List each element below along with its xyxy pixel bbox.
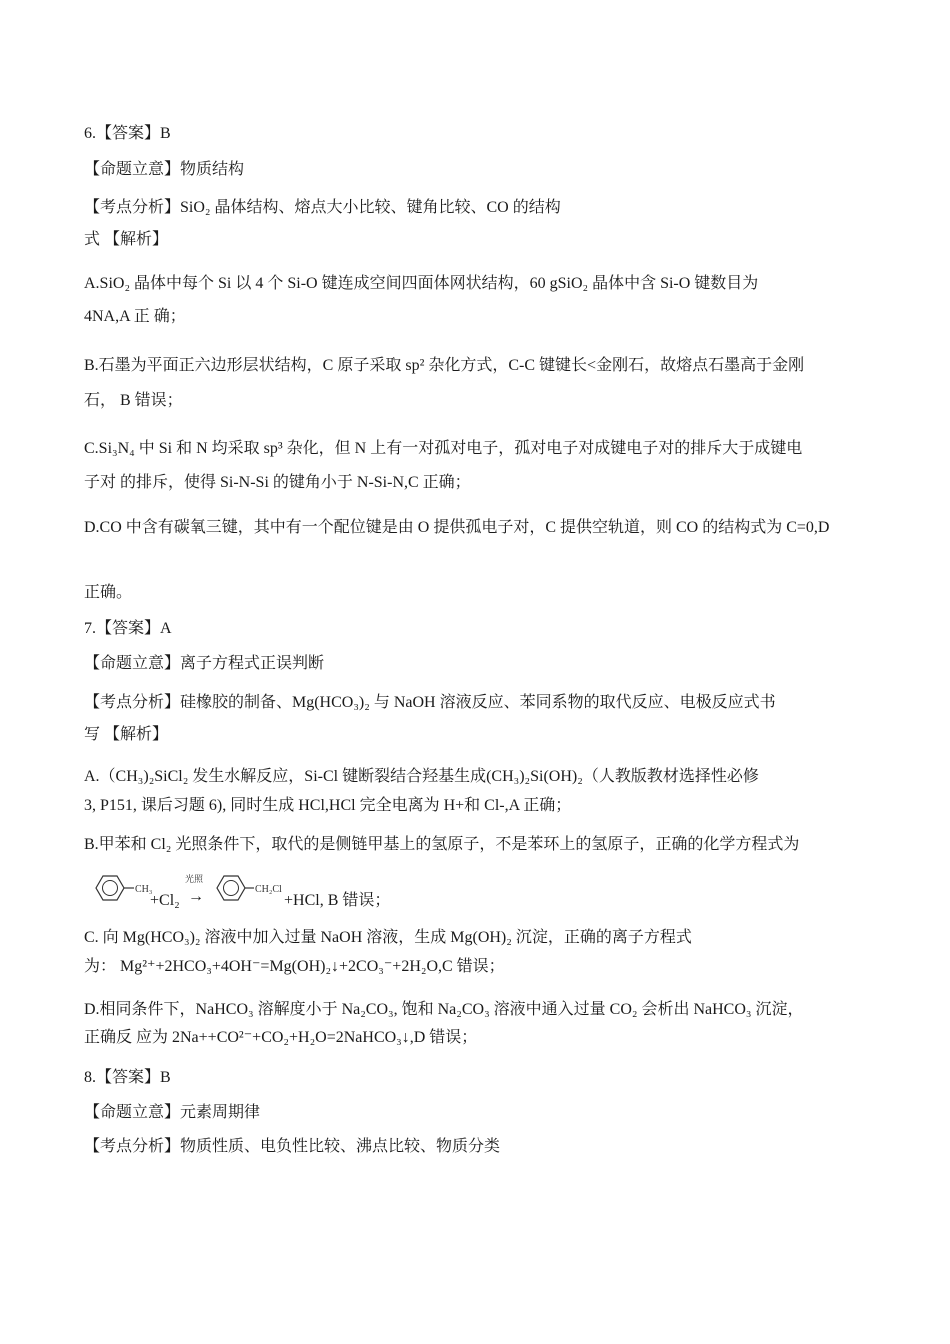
- q7-option-b-line1: B.甲苯和 Cl₂ 光照条件下，取代的是侧链甲基上的氢原子，不是苯环上的氢原子，正确的化学方程式为: [84, 836, 800, 853]
- q6-option-c-line2: 子对 的排斥，使得 Si-N-Si 的键角小于 N-Si-N,C 正确；: [84, 474, 471, 491]
- toluene-chlorination-equation: [84, 868, 424, 908]
- q6-analysis: 【考点分析】SiO₂ 晶体结构、熔点大小比较、键角比较、CO 的结构: [84, 199, 561, 216]
- reactant-group-label: CH₃: [135, 884, 153, 895]
- q6-option-b-line2: 石， B 错误；: [84, 392, 183, 409]
- reaction-tail: +HCl, B 错误；: [284, 892, 391, 908]
- benzyl-chloride-structure: [217, 876, 282, 900]
- q7-option-a-line2: 3, P151, 课后习题 6), 同时生成 HCl,HCl 完全电离为 H+和 Cl-,A 正确；: [84, 797, 572, 814]
- q6-option-d-line2: 正确。: [84, 584, 133, 601]
- q7-analysis: 【考点分析】硅橡胶的制备、Mg(HCO₃)₂ 与 NaOH 溶液反应、苯同系物的取代反应、电极反应式书: [84, 694, 776, 711]
- q7-answer: 7.【答案】A: [84, 620, 172, 637]
- q6-option-b-line1: B.石墨为平面正六边形层状结构，C 原子采取 sp² 杂化方式，C-C 键键长<金刚石，故熔点石墨高于金刚: [84, 357, 805, 374]
- product-group-label: CH₂Cl: [255, 884, 282, 895]
- q6-answer: 6.【答案】B: [84, 125, 171, 142]
- q7-option-c-line2: 为： Mg²⁺+2HCO₃+4OH⁻=Mg(OH)₂↓+2CO₃⁻+2H₂O,C 错误；: [84, 958, 505, 975]
- q6-option-d-line1: D.CO 中含有碳氧三键，其中有一个配位键是由 O 提供孤电子对，C 提供空轨道，则 CO 的结构式为 C=0,D: [84, 519, 830, 536]
- q6-option-a-line2: 4NA,A 正 确；: [84, 308, 186, 325]
- q8-answer: 8.【答案】B: [84, 1069, 171, 1086]
- reaction-arrow: →: [188, 888, 204, 905]
- q8-analysis: 【考点分析】物质性质、电负性比较、沸点比较、物质分类: [84, 1138, 501, 1155]
- toluene-structure: [96, 876, 152, 900]
- q7-option-a-line1: A.（CH₃)₂SiCl₂ 发生水解反应，Si-Cl 键断裂结合羟基生成(CH₃)₂Si(OH)₂（人教版教材选择性必修: [84, 768, 759, 785]
- q7-option-c-line1: C. 向 Mg(HCO₃)₂ 溶液中加入过量 NaOH 溶液，生成 Mg(OH)₂ 沉淀，正确的离子方程式: [84, 929, 692, 946]
- reaction-condition: 光照: [185, 874, 204, 884]
- q7-option-d-line2: 正确反 应为 2Na++CO²⁻+CO₂+H₂O=2NaHCO₃↓,D 错误；: [84, 1029, 478, 1046]
- q7-analysis-cont: 写 【解析】: [84, 726, 169, 743]
- q8-intent: 【命题立意】元素周期律: [84, 1104, 261, 1121]
- q6-option-a-line1: A.SiO₂ 晶体中每个 Si 以 4 个 Si-O 键连成空间四面体网状结构，60 gSiO₂ 晶体中含 Si-O 键数目为: [84, 275, 759, 292]
- q6-analysis-cont: 式 【解析】: [84, 231, 169, 248]
- q6-option-c-line1: C.Si₃N₄ 中 Si 和 N 均采取 sp³ 杂化，但 N 上有一对孤对电子，孤对电子对成键电子对的排斥大于成键电: [84, 440, 803, 457]
- plus-cl2-label: +Cl₂: [150, 892, 180, 908]
- q7-intent: 【命题立意】离子方程式正误判断: [84, 655, 325, 672]
- q6-intent: 【命题立意】物质结构: [84, 161, 245, 178]
- q7-option-d-line1: D.相同条件下，NaHCO₃ 溶解度小于 Na₂CO₃, 饱和 Na₂CO₃ 溶液中通入过量 CO₂ 会析出 NaHCO₃ 沉淀，: [84, 1001, 804, 1018]
